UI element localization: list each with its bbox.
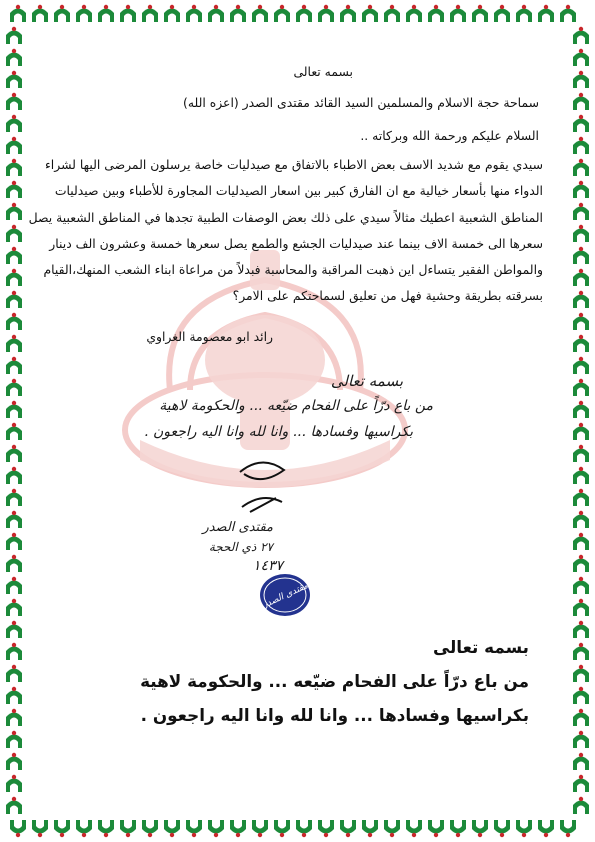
signature-name: مقتدى الصدر bbox=[202, 520, 273, 535]
signature-date: ١٤٣٧ bbox=[252, 558, 283, 574]
border-motif bbox=[406, 820, 422, 837]
border-motif bbox=[494, 5, 510, 22]
official-stamp bbox=[258, 572, 312, 618]
border-motif bbox=[573, 313, 589, 330]
border-motif bbox=[6, 577, 22, 594]
handwritten-reply-line: بكراسيها وفسادها ... وانا لله وانا اليه راجعون . bbox=[144, 424, 413, 440]
border-motif bbox=[6, 225, 22, 242]
signature-scribble bbox=[232, 452, 292, 522]
border-motif bbox=[428, 820, 444, 837]
border-motif bbox=[120, 5, 136, 22]
border-motif bbox=[573, 291, 589, 308]
border-motif bbox=[6, 599, 22, 616]
border-motif bbox=[450, 5, 466, 22]
border-motif bbox=[6, 489, 22, 506]
letter-page bbox=[28, 32, 563, 810]
border-motif bbox=[164, 5, 180, 22]
border-motif bbox=[573, 467, 589, 484]
border-motif bbox=[573, 27, 589, 44]
border-motif bbox=[384, 820, 400, 837]
border-motif bbox=[573, 445, 589, 462]
typed-basmala: بسمه تعالى bbox=[432, 637, 529, 657]
handwritten-basmala: بسمه تعالى bbox=[330, 372, 403, 390]
border-motif bbox=[54, 820, 70, 837]
border-motif bbox=[6, 621, 22, 638]
border-motif bbox=[573, 753, 589, 770]
border-motif bbox=[573, 181, 589, 198]
border-motif bbox=[186, 820, 202, 837]
border-motif bbox=[252, 5, 268, 22]
border-motif bbox=[6, 709, 22, 726]
border-motif bbox=[450, 820, 466, 837]
border-motif bbox=[6, 687, 22, 704]
border-motif bbox=[573, 423, 589, 440]
border-motif bbox=[6, 665, 22, 682]
border-motif bbox=[6, 137, 22, 154]
letter-body bbox=[28, 152, 543, 310]
border-motif bbox=[472, 5, 488, 22]
sender-name: رائد ابو معصومة الغراوي bbox=[146, 329, 273, 344]
border-motif bbox=[516, 820, 532, 837]
border-motif bbox=[573, 621, 589, 638]
border-motif bbox=[573, 797, 589, 814]
border-motif bbox=[6, 27, 22, 44]
border-motif bbox=[6, 291, 22, 308]
border-motif bbox=[6, 71, 22, 88]
border-motif bbox=[6, 115, 22, 132]
border-motif bbox=[208, 820, 224, 837]
stamp-text: مقتدى الصدر bbox=[261, 581, 310, 611]
border-motif bbox=[54, 5, 70, 22]
handwritten-reply-line: من باع درّاً على الفحام ضيّعه ... والحكومة لاهية bbox=[159, 398, 433, 414]
border-motif bbox=[6, 313, 22, 330]
border-motif bbox=[6, 357, 22, 374]
border-motif bbox=[6, 203, 22, 220]
border-motif bbox=[340, 5, 356, 22]
border-motif bbox=[538, 820, 554, 837]
border-motif bbox=[538, 5, 554, 22]
border-motif bbox=[6, 269, 22, 286]
border-motif bbox=[6, 775, 22, 792]
border-motif bbox=[6, 93, 22, 110]
border-motif bbox=[76, 5, 92, 22]
border-motif bbox=[362, 820, 378, 837]
signature-date: ٢٧ ذي الحجة bbox=[208, 540, 273, 554]
border-motif bbox=[573, 511, 589, 528]
border-motif bbox=[6, 467, 22, 484]
border-motif bbox=[6, 731, 22, 748]
border-motif bbox=[230, 5, 246, 22]
border-motif bbox=[164, 820, 180, 837]
typed-reply-line: من باع درّاً على الفحام ضيّعه ... والحكومة لاهية bbox=[140, 671, 529, 691]
border-motif bbox=[10, 5, 26, 22]
border-motif bbox=[6, 555, 22, 572]
border-motif bbox=[573, 643, 589, 660]
border-motif bbox=[142, 820, 158, 837]
border-motif bbox=[406, 5, 422, 22]
border-motif bbox=[6, 181, 22, 198]
border-motif bbox=[428, 5, 444, 22]
border-motif bbox=[573, 137, 589, 154]
border-motif bbox=[573, 49, 589, 66]
border-motif bbox=[208, 5, 224, 22]
border-motif bbox=[274, 5, 290, 22]
border-motif bbox=[6, 445, 22, 462]
border-motif bbox=[516, 5, 532, 22]
border-motif bbox=[573, 269, 589, 286]
border-motif bbox=[573, 489, 589, 506]
body-line: والمواطن الفقير يتساءل اين ذهبت المراقبة والمحاسبة فبدلاً من مراعاة ابناء الشعب المنهك،القيام bbox=[43, 262, 543, 278]
border-motif bbox=[573, 709, 589, 726]
border-motif bbox=[573, 225, 589, 242]
border-motif bbox=[98, 820, 114, 837]
border-motif bbox=[573, 401, 589, 418]
greeting-line: السلام عليكم ورحمة الله وبركاته .. bbox=[360, 128, 539, 143]
border-motif bbox=[6, 49, 22, 66]
border-motif bbox=[6, 335, 22, 352]
border-motif bbox=[6, 423, 22, 440]
border-motif bbox=[494, 820, 510, 837]
border-motif bbox=[573, 71, 589, 88]
border-motif bbox=[98, 5, 114, 22]
border-motif bbox=[560, 820, 576, 837]
border-motif bbox=[573, 159, 589, 176]
border-motif bbox=[6, 159, 22, 176]
border-motif bbox=[6, 247, 22, 264]
border-motif bbox=[76, 820, 92, 837]
border-motif bbox=[296, 820, 312, 837]
border-motif bbox=[573, 731, 589, 748]
border-motif bbox=[573, 533, 589, 550]
body-line: سيدي يقوم مع شديد الاسف بعض الاطباء بالاتفاق مع صيدليات خاصة يرسلون المرضى اليها لشراء bbox=[44, 157, 543, 172]
border-motif bbox=[120, 820, 136, 837]
body-line: الدواء منها بأسعار خيالية مع ان الفارق كبير بين اسعار الصيدليات المجاورة للأطباء وبين صيدليات bbox=[54, 183, 543, 199]
border-motif bbox=[318, 5, 334, 22]
border-motif bbox=[384, 5, 400, 22]
border-motif bbox=[6, 379, 22, 396]
border-motif bbox=[142, 5, 158, 22]
border-motif bbox=[573, 665, 589, 682]
border-motif bbox=[186, 5, 202, 22]
border-motif bbox=[6, 401, 22, 418]
border-motif bbox=[340, 820, 356, 837]
typed-reply-line: بكراسيها وفسادها ... وانا لله وانا اليه راجعون . bbox=[140, 705, 529, 725]
border-motif bbox=[573, 115, 589, 132]
addressee-line: سماحة حجة الاسلام والمسلمين السيد القائد مقتدى الصدر (اعزه الله) bbox=[182, 95, 539, 110]
border-motif bbox=[573, 203, 589, 220]
body-line: سعرها الى خمسة الاف بينما عند صيدليات الجشع والطمع يصل سعرها خمسة وعشرون الف دينار bbox=[49, 235, 543, 251]
border-motif bbox=[573, 357, 589, 374]
border-motif bbox=[318, 820, 334, 837]
border-motif bbox=[6, 511, 22, 528]
border-motif bbox=[274, 820, 290, 837]
border-motif bbox=[6, 797, 22, 814]
border-motif bbox=[560, 5, 576, 22]
border-motif bbox=[573, 335, 589, 352]
border-motif bbox=[573, 247, 589, 264]
body-line: المناطق الشعبية اعطيك مثالاً سيدي على ذلك بعض الوصفات الطبية تجدها في المناطق الشعبية يصل bbox=[28, 209, 543, 225]
border-motif bbox=[230, 820, 246, 837]
border-motif bbox=[573, 555, 589, 572]
border-motif bbox=[296, 5, 312, 22]
border-motif bbox=[573, 379, 589, 396]
border-motif bbox=[6, 643, 22, 660]
border-motif bbox=[573, 775, 589, 792]
border-motif bbox=[573, 599, 589, 616]
basmala-heading: بسمه تعالى bbox=[293, 64, 353, 79]
border-motif bbox=[573, 687, 589, 704]
border-motif bbox=[472, 820, 488, 837]
border-motif bbox=[362, 5, 378, 22]
border-motif bbox=[573, 577, 589, 594]
border-motif bbox=[573, 93, 589, 110]
border-motif bbox=[252, 820, 268, 837]
border-motif bbox=[32, 820, 48, 837]
body-line: بسرقته بطريقة وحشية فهل من تعليق لسماحتكم على الامر؟ bbox=[232, 288, 543, 304]
border-motif bbox=[6, 533, 22, 550]
border-motif bbox=[10, 820, 26, 837]
border-motif bbox=[32, 5, 48, 22]
border-motif bbox=[6, 753, 22, 770]
